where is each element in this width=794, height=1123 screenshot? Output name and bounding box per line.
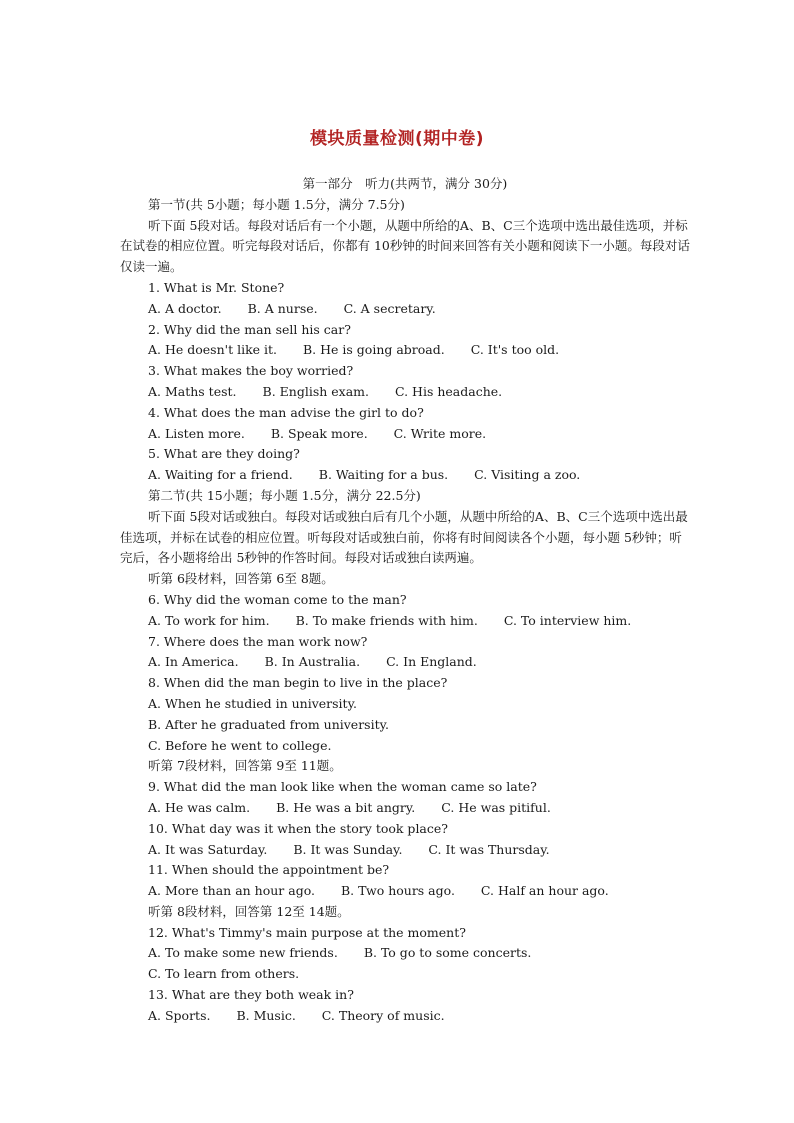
material-7-label: 听第 7段材料，回答第 9至 11题。 xyxy=(148,758,342,774)
part-header: 第一部分 听力(共两节，满分 30分) xyxy=(302,176,508,191)
question-7: 7. Where does the man work now? xyxy=(148,633,368,649)
option-3a[interactable]: A. Maths test. xyxy=(148,383,237,399)
option-9c[interactable]: C. He was pitiful. xyxy=(441,799,551,815)
option-11a[interactable]: A. More than an hour ago. xyxy=(148,883,315,899)
options-9 xyxy=(120,798,690,819)
option-4a[interactable]: A. Listen more. xyxy=(148,425,245,441)
option-6c[interactable]: C. To interview him. xyxy=(503,612,632,628)
option-10c[interactable]: C. It was Thursday. xyxy=(428,841,550,857)
options-10 xyxy=(120,840,690,861)
option-7c[interactable]: C. In England. xyxy=(386,654,477,670)
options-5 xyxy=(120,465,690,486)
option-3c[interactable]: C. His headache. xyxy=(394,383,503,399)
question-8: 8. When did the man begin to live in the place? xyxy=(148,675,448,691)
page-title: 模块质量检测(期中卷) xyxy=(309,129,485,149)
option-7a[interactable]: A. In America. xyxy=(148,654,239,670)
option-8a[interactable]: A. When he studied in university. xyxy=(148,695,357,711)
option-13a[interactable]: A. Sports. xyxy=(148,1007,211,1023)
option-8c[interactable]: C. Before he went to college. xyxy=(148,737,332,753)
option-12b[interactable]: B. To go to some concerts. xyxy=(363,945,532,961)
options-2 xyxy=(120,340,690,361)
option-1c[interactable]: C. A secretary. xyxy=(343,300,436,316)
options-11 xyxy=(120,881,690,902)
option-8b[interactable]: B. After he graduated from university. xyxy=(148,716,389,732)
question-3: 3. What makes the boy worried? xyxy=(148,363,354,379)
option-5a[interactable]: A. Waiting for a friend. xyxy=(148,467,293,483)
option-4c[interactable]: C. Write more. xyxy=(393,425,487,441)
option-13b[interactable]: B. Music. xyxy=(236,1007,296,1023)
question-5: 5. What are they doing? xyxy=(148,446,300,462)
options-12 xyxy=(120,943,690,964)
options-4 xyxy=(120,424,690,445)
option-1b[interactable]: B. A nurse. xyxy=(247,300,318,316)
question-9: 9. What did the man look like when the woman came so late? xyxy=(148,779,537,795)
question-6: 6. Why did the woman come to the man? xyxy=(148,591,407,607)
question-4: 4. What does the man advise the girl to do? xyxy=(148,404,424,420)
option-13c[interactable]: C. Theory of music. xyxy=(321,1007,445,1023)
options-3 xyxy=(120,382,690,403)
section1-instructions: 听下面 5段对话。每段对话后有一个小题，从题中所给的A、B、C三个选项中选出最佳选项，并标在试卷的相应位置。听完每段对话后，你都有 10秒钟的时间来回答有关小题和阅读下一小题。每段对话仅读一遍。 xyxy=(120,217,690,275)
section1-header: 第一节(共 5小题；每小题 1.5分，满分 7.5分) xyxy=(148,196,405,212)
section2-header: 第二节(共 15小题；每小题 1.5分，满分 22.5分) xyxy=(148,487,421,503)
option-2c[interactable]: C. It's too old. xyxy=(470,342,560,358)
question-10: 10. What day was it when the story took place? xyxy=(148,820,448,836)
option-7b[interactable]: B. In Australia. xyxy=(264,654,361,670)
question-1: 1. What is Mr. Stone? xyxy=(148,279,285,295)
question-13: 13. What are they both weak in? xyxy=(148,987,354,1003)
question-11: 11. When should the appointment be? xyxy=(148,862,390,878)
option-9a[interactable]: A. He was calm. xyxy=(148,799,251,815)
option-6b[interactable]: B. To make friends with him. xyxy=(295,612,478,628)
option-6a[interactable]: A. To work for him. xyxy=(148,612,270,628)
options-13 xyxy=(120,1006,690,1027)
question-2: 2. Why did the man sell his car? xyxy=(148,321,351,337)
exam-content xyxy=(120,174,690,1027)
option-12c[interactable]: C. To learn from others. xyxy=(148,966,300,982)
material-6-label: 听第 6段材料，回答第 6至 8题。 xyxy=(148,571,334,587)
section2-instructions: 听下面 5段对话或独白。每段对话或独白后有几个小题，从题中所给的A、B、C三个选项中选出最佳选项，并标在试卷的相应位置。听每段对话或独白前，你将有时间阅读各个小题，每小题 5秒钟；听完后，各小题将给出 5秒钟的作答时间。每段对话或独白读两遍。 xyxy=(120,508,688,566)
option-4b[interactable]: B. Speak more. xyxy=(270,425,368,441)
options-6 xyxy=(120,611,690,632)
option-5c[interactable]: C. Visiting a zoo. xyxy=(474,467,581,483)
option-3b[interactable]: B. English exam. xyxy=(262,383,369,399)
option-11c[interactable]: C. Half an hour ago. xyxy=(480,883,609,899)
options-1 xyxy=(120,299,690,320)
option-2b[interactable]: B. He is going abroad. xyxy=(303,342,445,358)
option-12a[interactable]: A. To make some new friends. xyxy=(148,945,338,961)
options-7 xyxy=(120,652,690,673)
option-1a[interactable]: A. A doctor. xyxy=(148,300,222,316)
option-9b[interactable]: B. He was a bit angry. xyxy=(276,799,416,815)
option-10b[interactable]: B. It was Sunday. xyxy=(293,841,403,857)
option-11b[interactable]: B. Two hours ago. xyxy=(340,883,455,899)
option-10a[interactable]: A. It was Saturday. xyxy=(148,841,268,857)
option-2a[interactable]: A. He doesn't like it. xyxy=(148,342,278,358)
material-8-label: 听第 8段材料，回答第 12至 14题。 xyxy=(148,903,350,919)
option-5b[interactable]: B. Waiting for a bus. xyxy=(318,467,449,483)
question-12: 12. What's Timmy's main purpose at the moment? xyxy=(148,924,466,940)
